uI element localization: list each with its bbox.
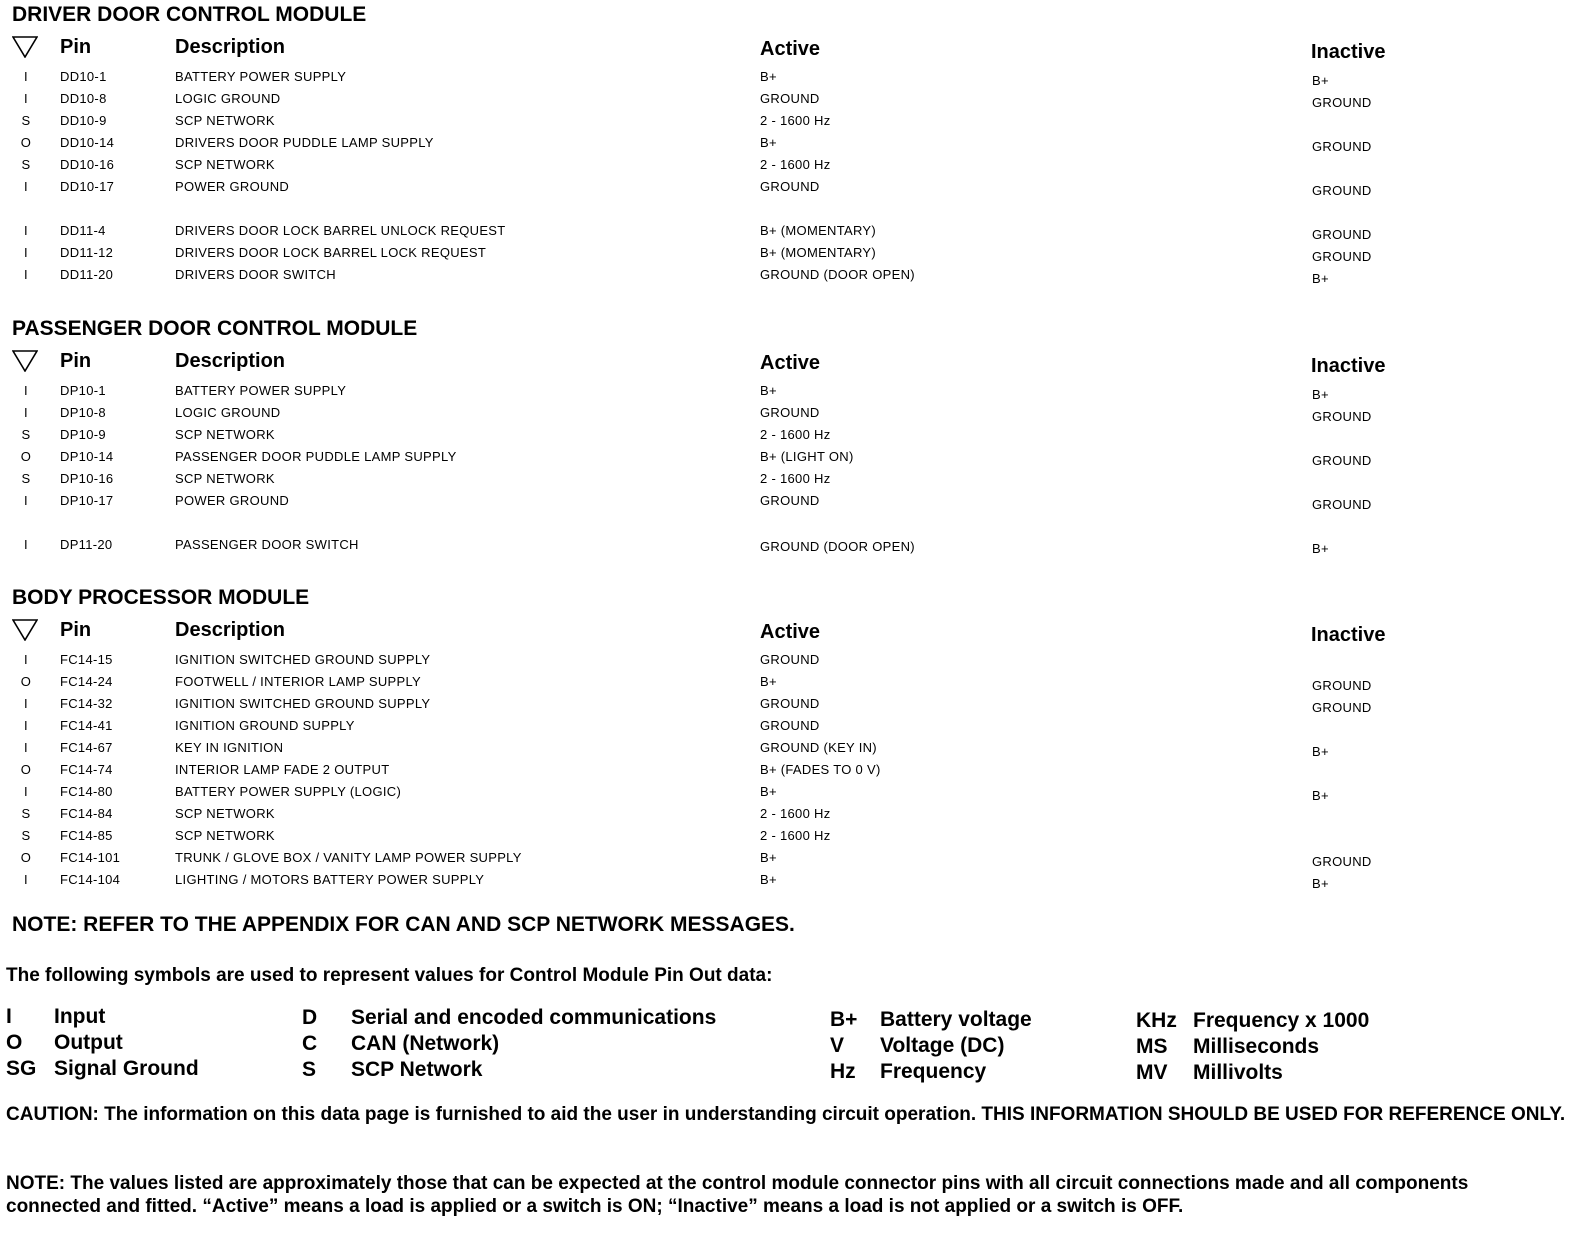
pin: FC14-84: [60, 806, 113, 821]
inactive-header: Inactive: [1311, 41, 1386, 63]
pin: FC14-101: [60, 850, 121, 865]
description: DRIVERS DOOR SWITCH: [175, 267, 336, 282]
pin: FC14-24: [60, 674, 113, 689]
symbol: S: [21, 157, 31, 172]
description: LOGIC GROUND: [175, 405, 281, 420]
pin: FC14-74: [60, 762, 113, 777]
inactive-value: B+: [1312, 876, 1329, 891]
pin-row: [0, 383, 1584, 403]
pin: DD10-14: [60, 135, 115, 150]
legend-value: SCP Network: [351, 1058, 483, 1081]
symbol: I: [24, 696, 28, 711]
pin: FC14-41: [60, 718, 113, 733]
active-value: GROUND: [760, 405, 820, 420]
pin-row: [0, 91, 1584, 111]
symbol: I: [24, 537, 28, 552]
pin-row: [0, 157, 1584, 177]
active-value: GROUND: [760, 91, 820, 106]
description: PASSENGER DOOR PUDDLE LAMP SUPPLY: [175, 449, 457, 464]
values-note: NOTE: The values listed are approximately those that can be expected at the control module connector pins with all circuit connections made and all components connected and fitted. “Active” means a load is applied or a switch is ON; “Inactive” means a load is not applied or a switch is OFF.: [6, 1173, 1469, 1217]
active-value: 2 - 1600 Hz: [760, 157, 831, 172]
description-header: Description: [175, 619, 286, 641]
pin-row: [0, 179, 1584, 199]
description: LIGHTING / MOTORS BATTERY POWER SUPPLY: [175, 872, 485, 887]
pin: DP10-9: [60, 427, 106, 442]
pin-row: [0, 696, 1584, 716]
symbol: I: [24, 69, 28, 84]
legend-key: C: [302, 1032, 318, 1055]
inactive-header: Inactive: [1311, 624, 1386, 646]
section-title: PASSENGER DOOR CONTROL MODULE: [12, 317, 418, 340]
active-value: B+: [760, 674, 777, 689]
pin: DP11-20: [60, 537, 113, 552]
legend-group: [302, 1006, 802, 1086]
description: SCP NETWORK: [175, 806, 275, 821]
pin: DD11-20: [60, 267, 114, 282]
symbol: I: [24, 267, 28, 282]
symbol: I: [24, 91, 28, 106]
symbol: I: [24, 405, 28, 420]
inactive-value: GROUND: [1312, 183, 1372, 198]
symbol: I: [24, 223, 28, 238]
legend-value: CAN (Network): [351, 1032, 500, 1055]
pin: DP10-16: [60, 471, 114, 486]
pin-header: Pin: [60, 350, 92, 372]
pin-row: [0, 223, 1584, 243]
symbol: I: [24, 383, 28, 398]
pin-header: Pin: [60, 36, 92, 58]
network-note: NOTE: REFER TO THE APPENDIX FOR CAN AND SCP NETWORK MESSAGES.: [12, 913, 795, 936]
active-value: GROUND: [760, 696, 820, 711]
active-value: B+: [760, 872, 777, 887]
legend-group: [830, 1008, 1110, 1088]
description: SCP NETWORK: [175, 113, 275, 128]
pin: DP10-8: [60, 405, 106, 420]
active-value: B+: [760, 135, 777, 150]
legend-value: Milliseconds: [1193, 1035, 1320, 1058]
pin-row: [0, 537, 1584, 557]
legend-key: SG: [6, 1057, 37, 1080]
inactive-value: GROUND: [1312, 453, 1372, 468]
pin-row: [0, 740, 1584, 760]
pin: DD11-12: [60, 245, 114, 260]
description: BATTERY POWER SUPPLY: [175, 69, 347, 84]
pin: DD10-1: [60, 69, 107, 84]
pin-header: Pin: [60, 619, 92, 641]
description: DRIVERS DOOR LOCK BARREL UNLOCK REQUEST: [175, 223, 506, 238]
symbol: S: [21, 113, 31, 128]
pin-row: [0, 652, 1584, 672]
pin: DD10-17: [60, 179, 115, 194]
description: INTERIOR LAMP FADE 2 OUTPUT: [175, 762, 390, 777]
symbol: S: [21, 806, 31, 821]
description: BATTERY POWER SUPPLY: [175, 383, 347, 398]
symbol: O: [20, 135, 32, 150]
description: IGNITION SWITCHED GROUND SUPPLY: [175, 652, 431, 667]
symbol: O: [20, 850, 32, 865]
pin: DD10-9: [60, 113, 107, 128]
active-value: 2 - 1600 Hz: [760, 471, 831, 486]
inactive-value: GROUND: [1312, 249, 1372, 264]
pin: FC14-15: [60, 652, 113, 667]
legend-group: [1136, 1009, 1436, 1089]
symbol: O: [20, 449, 32, 464]
pin-row: [0, 718, 1584, 738]
legend-value: Millivolts: [1193, 1061, 1283, 1084]
active-value: B+: [760, 69, 777, 84]
pin: FC14-85: [60, 828, 113, 843]
symbol: I: [24, 872, 28, 887]
symbol: I: [24, 179, 28, 194]
legend-key: S: [302, 1058, 317, 1081]
inactive-value: GROUND: [1312, 497, 1372, 512]
description: SCP NETWORK: [175, 471, 275, 486]
inactive-value: B+: [1312, 744, 1329, 759]
symbol: I: [24, 784, 28, 799]
description: TRUNK / GLOVE BOX / VANITY LAMP POWER SUPPLY: [175, 850, 522, 865]
symbol: S: [21, 427, 31, 442]
pin-row: [0, 806, 1584, 826]
active-value: B+: [760, 784, 777, 799]
legend-value: Voltage (DC): [880, 1034, 1005, 1057]
inactive-value: GROUND: [1312, 139, 1372, 154]
active-value: B+ (MOMENTARY): [760, 223, 877, 238]
inactive-value: GROUND: [1312, 678, 1372, 693]
legend-key: B+: [830, 1008, 858, 1031]
pin: DD10-16: [60, 157, 115, 172]
active-value: 2 - 1600 Hz: [760, 113, 831, 128]
active-value: GROUND: [760, 718, 820, 733]
symbol: I: [24, 245, 28, 260]
legend-value: Serial and encoded communications: [351, 1006, 717, 1029]
active-value: B+ (FADES TO 0 V): [760, 762, 881, 777]
active-value: B+: [760, 850, 777, 865]
pin: FC14-32: [60, 696, 113, 711]
description: KEY IN IGNITION: [175, 740, 284, 755]
pin: DD11-4: [60, 223, 106, 238]
inactive-value: GROUND: [1312, 854, 1372, 869]
pin-row: [0, 427, 1584, 447]
legend-key: KHz: [1136, 1009, 1177, 1032]
legend-key: Hz: [830, 1060, 856, 1083]
pin: DD10-8: [60, 91, 107, 106]
description-header: Description: [175, 36, 286, 58]
description-header: Description: [175, 350, 286, 372]
symbol: I: [24, 718, 28, 733]
symbol: O: [20, 674, 32, 689]
active-value: B+ (LIGHT ON): [760, 449, 854, 464]
description: PASSENGER DOOR SWITCH: [175, 537, 359, 552]
legend-value: Input: [54, 1005, 106, 1028]
description: DRIVERS DOOR LOCK BARREL LOCK REQUEST: [175, 245, 487, 260]
pin-row: [0, 784, 1584, 804]
symbol: S: [21, 471, 31, 486]
active-value: 2 - 1600 Hz: [760, 806, 831, 821]
pin-row: [0, 493, 1584, 513]
symbol: S: [21, 828, 31, 843]
pin-row: [0, 471, 1584, 491]
triangle-icon: [12, 350, 38, 372]
inactive-value: B+: [1312, 788, 1329, 803]
description: SCP NETWORK: [175, 157, 275, 172]
pin-row: [0, 69, 1584, 89]
pin: DP10-14: [60, 449, 114, 464]
legend-group: [6, 1005, 286, 1085]
section-title: DRIVER DOOR CONTROL MODULE: [12, 3, 367, 26]
active-value: GROUND (KEY IN): [760, 740, 877, 755]
legend-key: D: [302, 1006, 318, 1029]
active-header: Active: [760, 38, 821, 60]
pin-row: [0, 113, 1584, 133]
inactive-value: GROUND: [1312, 95, 1372, 110]
pin-row: [0, 449, 1584, 469]
pin: FC14-67: [60, 740, 113, 755]
triangle-icon: [12, 36, 38, 58]
pin-row: [0, 872, 1584, 892]
pin-row: [0, 267, 1584, 287]
legend-key: V: [830, 1034, 845, 1057]
active-value: B+: [760, 383, 777, 398]
pin-row: [0, 135, 1584, 155]
legend-value: Frequency: [880, 1060, 987, 1083]
active-value: GROUND: [760, 493, 820, 508]
inactive-value: B+: [1312, 387, 1329, 402]
pin-row: [0, 405, 1584, 425]
active-header: Active: [760, 621, 821, 643]
inactive-value: GROUND: [1312, 227, 1372, 242]
symbol: O: [20, 762, 32, 777]
active-header: Active: [760, 352, 821, 374]
inactive-value: GROUND: [1312, 409, 1372, 424]
legend-key: MV: [1136, 1061, 1168, 1084]
legend-key: O: [6, 1031, 23, 1054]
pin-row: [0, 674, 1584, 694]
description: POWER GROUND: [175, 493, 290, 508]
active-value: GROUND (DOOR OPEN): [760, 539, 915, 554]
pin: FC14-80: [60, 784, 113, 799]
active-value: B+ (MOMENTARY): [760, 245, 877, 260]
pin-row: [0, 850, 1584, 870]
section-title: BODY PROCESSOR MODULE: [12, 586, 310, 609]
legend-key: I: [6, 1005, 12, 1028]
active-value: GROUND: [760, 652, 820, 667]
pin: DP10-17: [60, 493, 114, 508]
symbol: I: [24, 493, 28, 508]
description: SCP NETWORK: [175, 828, 275, 843]
active-value: GROUND (DOOR OPEN): [760, 267, 915, 282]
symbols-intro: The following symbols are used to represent values for Control Module Pin Out data:: [6, 965, 773, 986]
symbol: I: [24, 740, 28, 755]
caution-text: CAUTION: The information on this data page is furnished to aid the user in understanding circuit operation. THIS INFORMATION SHOULD BE USED FOR REFERENCE ONLY.: [6, 1104, 1566, 1125]
description: FOOTWELL / INTERIOR LAMP SUPPLY: [175, 674, 421, 689]
pin-row: [0, 762, 1584, 782]
description: SCP NETWORK: [175, 427, 275, 442]
description: BATTERY POWER SUPPLY (LOGIC): [175, 784, 402, 799]
pin: DP10-1: [60, 383, 106, 398]
active-value: GROUND: [760, 179, 820, 194]
legend-value: Signal Ground: [54, 1057, 199, 1080]
description: LOGIC GROUND: [175, 91, 281, 106]
description: IGNITION SWITCHED GROUND SUPPLY: [175, 696, 431, 711]
inactive-value: B+: [1312, 73, 1329, 88]
description: POWER GROUND: [175, 179, 290, 194]
pin-row: [0, 828, 1584, 848]
symbol: I: [24, 652, 28, 667]
triangle-icon: [12, 619, 38, 641]
active-value: 2 - 1600 Hz: [760, 427, 831, 442]
inactive-header: Inactive: [1311, 355, 1386, 377]
description: DRIVERS DOOR PUDDLE LAMP SUPPLY: [175, 135, 434, 150]
inactive-value: B+: [1312, 271, 1329, 286]
active-value: 2 - 1600 Hz: [760, 828, 831, 843]
inactive-value: GROUND: [1312, 700, 1372, 715]
legend-value: Output: [54, 1031, 123, 1054]
legend-key: MS: [1136, 1035, 1168, 1058]
legend-value: Battery voltage: [880, 1008, 1032, 1031]
inactive-value: B+: [1312, 541, 1329, 556]
legend-value: Frequency x 1000: [1193, 1009, 1370, 1032]
pin: FC14-104: [60, 872, 121, 887]
pin-row: [0, 245, 1584, 265]
description: IGNITION GROUND SUPPLY: [175, 718, 355, 733]
